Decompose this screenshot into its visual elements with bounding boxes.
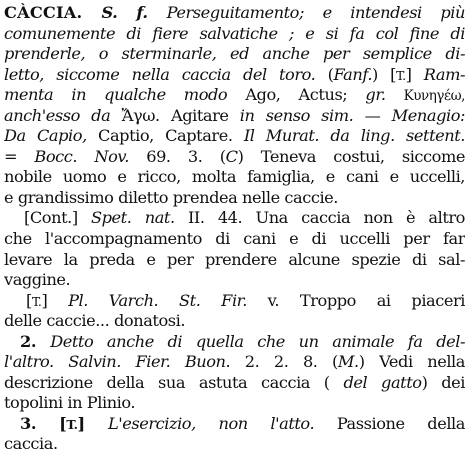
text-segment: ) [ [372, 64, 397, 84]
text-segment: delle caccie... donatosi. [4, 311, 186, 331]
text-segment: v. Troppo ai piaceri [267, 290, 465, 310]
text-segment: Detto anche di quella che un animale fa del- [50, 331, 465, 351]
text-segment: e grandissimo diletto prendea nelle caccie. [4, 187, 339, 207]
entry-line [4, 208, 465, 229]
text-segment: CÀCCIA. [4, 3, 83, 22]
text-segment: Perseguitamento; e intendesi più [166, 3, 465, 22]
text-segment: ] [405, 64, 424, 84]
text-segment: Fanf. [333, 64, 373, 84]
text-segment: ] [41, 290, 69, 310]
text-segment: M. [337, 352, 359, 372]
text-segment: II. 44. Una caccia non è altro [187, 208, 465, 228]
entry-line [4, 147, 465, 168]
text-segment: Captio, Captare. [98, 126, 244, 146]
text-segment: Passione della [336, 413, 465, 433]
text-segment: Κυνηγέω, [403, 88, 465, 105]
text-segment: S. f. [82, 3, 167, 22]
text-segment: 3. [ [20, 413, 67, 433]
entry-line [4, 167, 465, 188]
entry-line [4, 311, 465, 332]
entry-line [4, 250, 465, 271]
text-segment: l'altro. Salvin. Fier. Buon. [4, 352, 245, 372]
text-segment: anch'esso da [4, 105, 122, 125]
text-segment: 2. [20, 331, 51, 351]
entry-line [4, 291, 465, 312]
text-segment: T. [396, 67, 406, 83]
text-segment: T. [31, 293, 42, 309]
text-segment: letto, siccome nella caccia del toro. [4, 64, 328, 84]
text-segment: che l'accompagnamento di cani e di uccelli per far [4, 229, 465, 249]
entry-line [4, 65, 465, 86]
entry-line [4, 85, 465, 106]
text-segment: vaggine. [4, 270, 71, 290]
text-segment: Ago, Actus; [245, 85, 366, 105]
dictionary-entry-caccia [4, 3, 465, 455]
text-segment: C [225, 146, 238, 166]
text-segment: ( [327, 64, 334, 84]
text-segment: Ἄγω. Agitare [121, 105, 240, 125]
text-segment: del gatto [343, 372, 422, 392]
entry-line [4, 434, 465, 455]
entry-line [4, 188, 465, 209]
entry-line [4, 270, 465, 291]
text-segment: Pl. Varch. St. Fir. [68, 290, 268, 310]
text-segment: ) Teneva costui, siccome [237, 146, 465, 166]
text-segment: T. [66, 416, 78, 432]
text-segment: levare la preda e per prendere alcune spezie di sal- [4, 249, 465, 269]
text-segment: [Cont.] [24, 208, 91, 228]
text-segment: = Bocc. Nov. [4, 146, 147, 166]
entry-line [4, 106, 465, 127]
text-segment: ] [77, 413, 108, 433]
text-segment: Da Capio, [4, 126, 99, 146]
entry-line [4, 229, 465, 250]
text-segment: 69. 3. ( [146, 146, 226, 166]
entry-line [4, 126, 465, 147]
text-segment: ) Vedi nella [358, 352, 465, 372]
text-segment: ) dei [421, 372, 465, 392]
text-segment: [ [26, 290, 32, 310]
text-segment: menta in qualche modo [4, 85, 246, 105]
text-segment: 2. 2. 8. ( [244, 352, 338, 372]
entry-line [4, 414, 465, 435]
text-segment: prenderle, o sterminarle, ed anche per semplice di- [4, 44, 465, 64]
text-segment: descrizione della sua astuta caccia ( [4, 372, 344, 392]
text-segment: nobile uomo e ricco, molta famiglia, e cani e uccelli, [4, 167, 465, 187]
entry-line [4, 44, 465, 65]
text-segment: L'esercizio, non l'atto. [107, 413, 337, 433]
entry-line [4, 373, 465, 394]
text-segment: caccia. [4, 434, 58, 454]
text-segment: Il Murat. da ling. settent. [243, 126, 465, 146]
text-segment: topolini in Plinio. [4, 393, 136, 413]
text-segment: gr. [365, 85, 404, 105]
entry-line [4, 3, 465, 24]
text-segment: Spet. nat. [90, 208, 188, 228]
entry-line [4, 352, 465, 373]
entry-line [4, 332, 465, 353]
text-segment: comunemente di fiere salvatiche ; e si fa col fine di [4, 23, 465, 43]
text-segment: Ram- [423, 64, 465, 84]
entry-line [4, 24, 465, 45]
entry-line [4, 393, 465, 414]
text-segment: in senso sim. — Menagio: [239, 105, 465, 125]
